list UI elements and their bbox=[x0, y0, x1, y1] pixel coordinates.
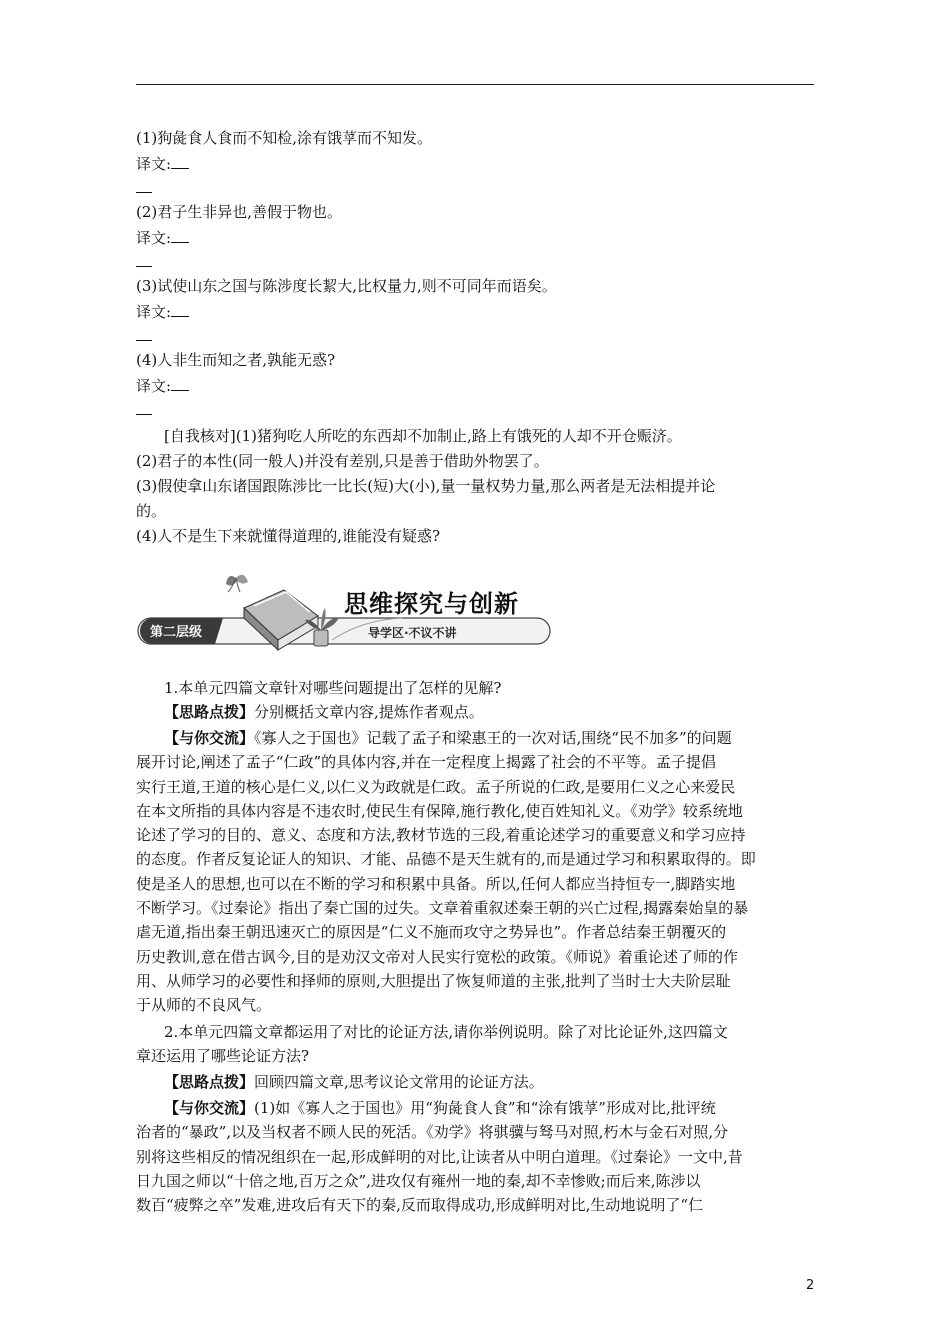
translation-label-2: 译文: bbox=[136, 228, 189, 248]
exercise-sentence-1: (1)狗彘食人食而不知检,涂有饿莩而不知发。 bbox=[136, 129, 433, 147]
section-title: 思维探究与创新 bbox=[344, 590, 519, 618]
self-check-line: (4)人不是生下来就懂得道理的,谁能没有疑惑? bbox=[136, 527, 441, 545]
answer-line bbox=[136, 326, 152, 346]
section-subtitle: 导学区·不议不讲 bbox=[368, 626, 457, 640]
answer-2: 【与你交流】(1)如《寡人之于国也》用“狗彘食人食”和“涂有饿莩”形成对比,批评统 治者的“暴政”,以及当权者不顾人民的死活。《劝学》将骐骥与驽马对照,朽木与金石对照,分 别将这些相反的情况组织在一起,形成鲜明的对比,让读者从中明白道理。《过秦论》一文中,昔 日九国之师以“十倍之地,百万之众”,进攻仅有雍州一地的秦,却不幸惨败;而后来,陈涉以 数百“疲弊之卒”发难,进攻后有天下的秦,反而取得成功,形成鲜明对比,生动地说明了“仁 bbox=[136, 1099, 743, 1215]
exercise-sentence-2: (2)君子生非异也,善假于物也。 bbox=[136, 203, 343, 221]
hint-1: 【思路点拨】分别概括文章内容,提炼作者观点。 bbox=[164, 703, 484, 721]
answer-blank[interactable] bbox=[171, 228, 189, 243]
butterfly-icon bbox=[226, 575, 248, 592]
header-rule bbox=[136, 84, 814, 85]
exercise-sentence-3: (3)试使山东之国与陈涉度长絜大,比权量力,则不可同年而语矣。 bbox=[136, 277, 557, 295]
self-check-line: (2)君子的本性(同一般人)并没有差别,只是善于借助外物罢了。 bbox=[136, 452, 549, 470]
translation-label-3: 译文: bbox=[136, 302, 189, 322]
answer-blank[interactable] bbox=[171, 154, 189, 169]
answer-1: 【与你交流】《寡人之于国也》记载了孟子和梁惠王的一次对话,围绕“民不加多”的问题 展开讨论,阐述了孟子“仁政”的具体内容,并在一定程度上揭露了社会的不平等。孟子提倡 实行王道,王道的核心是仁义,以仁义为政就是仁政。孟子所说的仁政,是要用仁义之心来爱民 在本文所指的具体内容是不违农时,使民生有保障,施行教化,使百姓知礼义。《劝学》较系统地 论述了学习的目的、意义、态度和方法,教材节选的三段,着重论述学习的重要意义和学习应持 的态度。作者反复论证人的知识、才能、品德不是天生就有的,而是通过学习和积累取得的。即 使是圣人的思想,也可以在不断的学习和积累中具备。所以,任何人都应当持恒专一,脚踏实地 不断学习。《过秦论》指出了秦亡国的过失。文章着重叙述秦王朝的兴亡过程,揭露秦始皇的暴 虐无道,指出秦王朝迅速灭亡的原因是“仁义不施而攻守之势异也”。作者总结秦王朝覆灭的 历史教训,意在借古讽今,目的是劝汉文帝对人民实行宽松的政策。《师说》着重论述了师的作 用、从师学习的必要性和择师的原则,大胆提出了恢复师道的主张,批判了当时士大夫阶层耻 于从师的不良风气。 bbox=[136, 729, 756, 1015]
question-1: 1.本单元四篇文章针对哪些问题提出了怎样的见解? bbox=[164, 679, 502, 697]
answer-blank[interactable] bbox=[171, 302, 189, 317]
answer-blank[interactable] bbox=[171, 376, 189, 391]
translation-label-1: 译文: bbox=[136, 154, 189, 174]
self-check-line: [自我核对](1)猪狗吃人所吃的东西却不加制止,路上有饿死的人却不开仓赈济。 bbox=[164, 427, 682, 445]
exercise-sentence-4: (4)人非生而知之者,孰能无惑? bbox=[136, 351, 336, 369]
answer-line bbox=[136, 178, 152, 198]
self-check-line: (3)假使拿山东诸国跟陈涉比一比长(短)大(小),量一量权势力量,那么两者是无法相提并论 bbox=[136, 477, 716, 495]
translation-label-4: 译文: bbox=[136, 376, 189, 396]
hint-2: 【思路点拨】回顾四篇文章,思考议论文常用的论证方法。 bbox=[164, 1073, 544, 1091]
answer-line bbox=[136, 252, 152, 272]
section-banner bbox=[136, 570, 556, 660]
self-check-line: 的。 bbox=[136, 502, 167, 520]
page-number: 2 bbox=[806, 1278, 815, 1293]
level-label: 第二层级 bbox=[150, 625, 203, 640]
answer-line bbox=[136, 400, 152, 420]
question-2: 2.本单元四篇文章都运用了对比的论证方法,请你举例说明。除了对比论证外,这四篇文 章还运用了哪些论证方法? bbox=[136, 1023, 728, 1066]
